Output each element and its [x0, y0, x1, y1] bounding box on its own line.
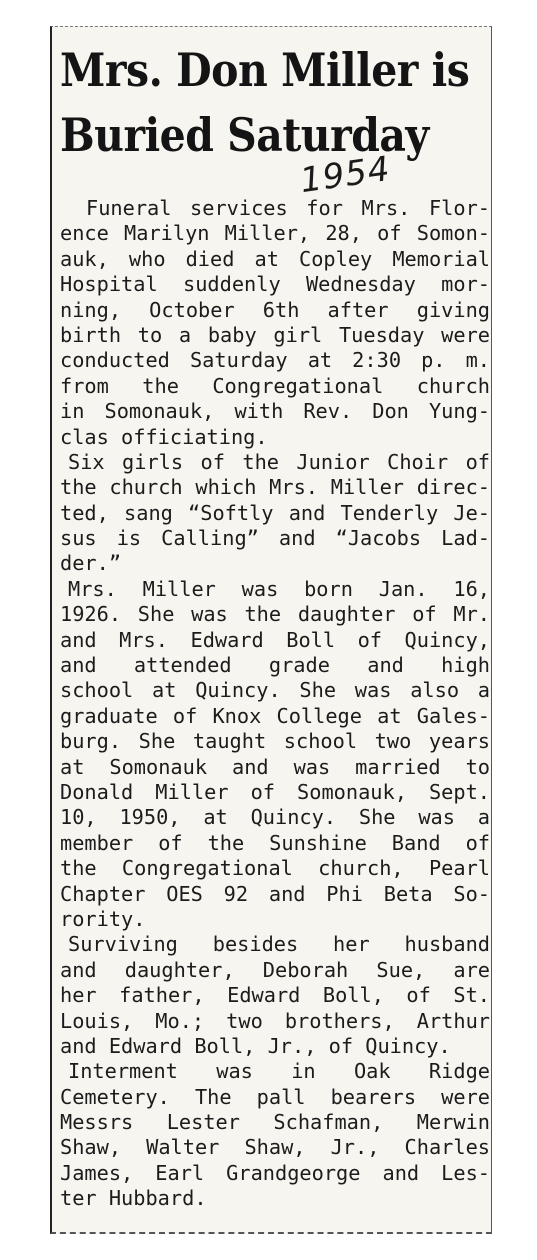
article-line: Chapter OES 92 and Phi Beta So- [60, 881, 490, 906]
article-line: the church which Mrs. Miller direc- [60, 475, 490, 500]
article-line: member of the Sunshine Band of [60, 830, 490, 855]
headline-line-1: Mrs. Don Miller is [60, 43, 470, 98]
article-line: conducted Saturday at 2:30 p. m. [60, 348, 490, 373]
headline [60, 38, 490, 168]
article-line: clas officiating. [60, 424, 268, 449]
article-line: birth to a baby girl Tuesday were [60, 322, 490, 347]
article-line: 1926. She was the daughter of Mr. [60, 602, 490, 627]
article-line: the Congregational church, Pearl [60, 856, 490, 881]
article-line: auk, who died at Copley Memorial [60, 246, 490, 271]
article-line: and Edward Boll, Jr., of Quincy. [60, 1033, 451, 1058]
article-line: and daughter, Deborah Sue, are [60, 957, 490, 982]
article-line: Messrs Lester Schafman, Merwin [60, 1110, 490, 1135]
article-line: in Somonauk, with Rev. Don Yung- [60, 399, 490, 424]
headline-line-2: Buried Saturday [60, 108, 429, 163]
article-line: Mrs. Miller was born Jan. 16, [68, 576, 490, 601]
article-line: Funeral services for Mrs. Flor- [86, 196, 490, 220]
article-line: ter Hubbard. [60, 1186, 207, 1211]
article-line: der.” [60, 551, 122, 576]
article-line: James, Earl Grandgeorge and Les- [60, 1160, 490, 1185]
article-line: at Somonauk and was married to [60, 754, 490, 779]
handwritten-year: 1954 [297, 148, 393, 202]
article-line: and attended grade and high [60, 653, 490, 678]
article-line: Donald Miller of Somonauk, Sept. [60, 779, 490, 804]
article-line: graduate of Knox College at Gales- [60, 703, 490, 728]
article-line: ted, sang “Softly and Tenderly Je- [60, 500, 490, 525]
article-line: and Mrs. Edward Boll of Quincy, [60, 627, 490, 652]
article-line: her father, Edward Boll, of St. [60, 983, 490, 1008]
article-line: Cemetery. The pall bearers were [60, 1084, 490, 1109]
article-line: Six girls of the Junior Choir of [68, 449, 490, 474]
article-line: from the Congregational church [60, 373, 490, 398]
article-line: ning, October 6th after giving [60, 297, 490, 322]
article-line: Interment was in Oak Ridge [68, 1059, 490, 1084]
article-line: 10, 1950, at Quincy. She was a [60, 805, 490, 830]
article-line: Hospital suddenly Wednesday mor- [60, 272, 490, 297]
article-line: Louis, Mo.; two brothers, Arthur [60, 1008, 490, 1033]
article-line: burg. She taught school two years [60, 729, 490, 754]
article-body [60, 196, 490, 1212]
article-line: Shaw, Walter Shaw, Jr., Charles [60, 1135, 490, 1160]
article-line: Surviving besides her husband [68, 932, 490, 957]
article-line: sus is Calling” and “Jacobs Lad- [60, 526, 490, 551]
article-line: school at Quincy. She was also a [60, 678, 490, 703]
article-line: ence Marilyn Miller, 28, of Somon- [60, 221, 490, 246]
article-line: rority. [60, 906, 146, 931]
